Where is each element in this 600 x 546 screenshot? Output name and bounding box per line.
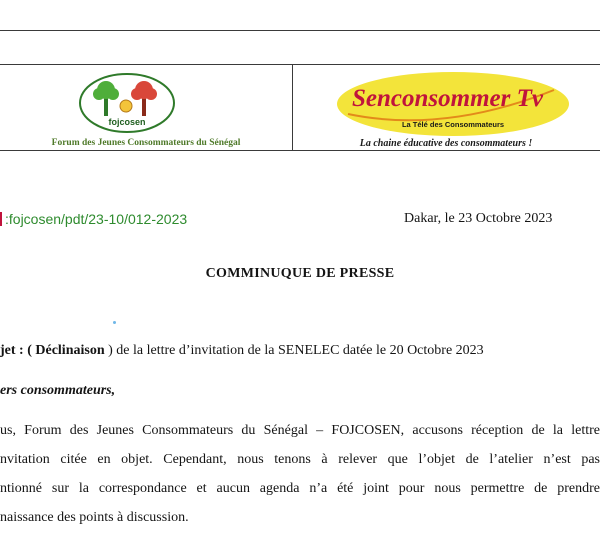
subject-prefix: jet : ( xyxy=(0,343,32,358)
logo-wordmark: fojcosen xyxy=(108,117,146,127)
emblem-icon xyxy=(120,100,132,112)
fojcosen-logo xyxy=(78,72,176,134)
organization-name-caption: Forum des Jeunes Consommateurs du Sénégal xyxy=(51,138,241,148)
reference-code: :fojcosen/pdt/23-10/012-2023 xyxy=(5,211,188,227)
channel-slogan-caption: La chaine éducative des consommateurs ! xyxy=(359,138,533,149)
subject-text: ) de la lettre d’invitation de la SENELEC datée le 20 Octobre 2023 xyxy=(108,343,484,358)
body-line: ntionné sur la correspondance et aucun agenda n’a été joint pour nous permettre de prendre xyxy=(0,481,600,496)
top-divider xyxy=(0,30,600,31)
document-title: COMMINUQUE DE PRESSE xyxy=(205,266,395,281)
header-top-border xyxy=(0,64,600,65)
subject-keyword: Déclinaison xyxy=(35,343,105,358)
date-line: Dakar, le 23 Octobre 2023 xyxy=(404,211,553,226)
tv-tagline: La Télé des Consommateurs xyxy=(401,120,505,129)
reference-number xyxy=(0,211,187,227)
body-paragraph xyxy=(0,416,600,532)
body-line: naissance des points à discussion. xyxy=(0,510,189,525)
body-line: us, Forum des Jeunes Consommateurs du Sénégal – FOJCOSEN, accusons réception de la lettre xyxy=(0,423,600,438)
senconsommer-tv-logo xyxy=(334,70,572,140)
body-line: nvitation citée en objet. Cependant, nous tenons à relever que l’objet de l’atelier n’est pas xyxy=(0,452,600,467)
stray-dot xyxy=(113,321,116,324)
greeting: ers consommateurs, xyxy=(0,383,116,398)
margin-mark xyxy=(0,212,2,226)
tv-wordmark: Senconsommer Tv xyxy=(352,85,543,112)
header-bottom-border xyxy=(0,150,600,151)
subject-line xyxy=(0,343,484,359)
